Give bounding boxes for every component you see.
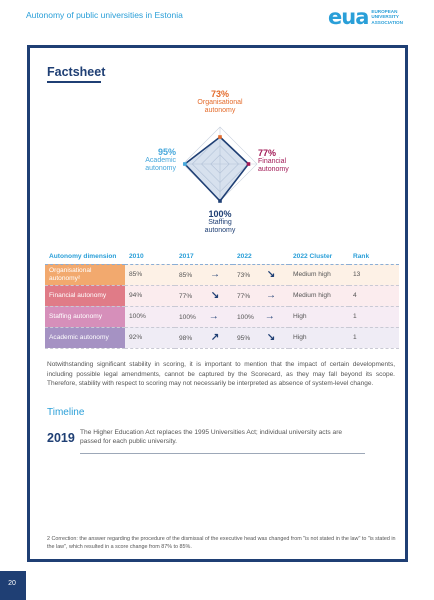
radar-value-staffing: 100%	[208, 209, 232, 219]
radar-label-academic	[126, 147, 176, 173]
trend-arrow-icon: →	[210, 269, 221, 280]
trend-arrow-icon: →	[266, 290, 277, 301]
column-header: Autonomy dimension	[45, 249, 125, 264]
trend-arrow-icon: →	[208, 311, 219, 322]
radar-label-financial	[258, 148, 318, 174]
value-2017: 77%	[179, 293, 193, 300]
trend-arrow-icon: ↘	[266, 269, 276, 280]
radar-axis-label: autonomy	[204, 227, 236, 234]
timeline-divider	[80, 453, 365, 454]
trend-arrow-icon: ↘	[266, 332, 276, 343]
cell-2022	[233, 264, 289, 285]
radar-point	[183, 162, 187, 166]
dimension-cell	[45, 285, 125, 306]
value-2022: 100%	[237, 314, 254, 321]
factsheet-frame	[27, 45, 408, 562]
column-header: 2022 Cluster	[289, 249, 349, 264]
radar-axis-label: Academic	[145, 157, 176, 164]
radar-axis-label: Financial	[258, 158, 287, 165]
dimension-name: Financial autonomy	[49, 291, 107, 299]
cell-2010: 94%	[125, 285, 175, 306]
radar-series-area	[185, 137, 249, 201]
radar-axis-label: Organisational	[197, 99, 243, 106]
table-row	[45, 285, 399, 306]
radar-value-academic: 95%	[157, 147, 176, 157]
cell-2022	[233, 306, 289, 327]
cell-cluster: High	[289, 327, 349, 348]
logo-text	[371, 9, 403, 25]
radar-label-organisational	[180, 89, 260, 115]
value-2017: 85%	[179, 272, 193, 279]
cell-cluster: Medium high	[289, 264, 349, 285]
cell-cluster: Medium high	[289, 285, 349, 306]
body-paragraph: Notwithstanding significant stability in scoring, it is important to mention that the impact of certain developments, including possible legal amendments, cannot be captured by the Scorecard, as they may fall beyond its scope. Therefore, stability with respect to scoring may not necessarily be interpreted as absence of system-level change.	[47, 361, 395, 387]
table-row	[45, 327, 399, 348]
column-header: 2017	[175, 249, 233, 264]
cell-2010: 92%	[125, 327, 175, 348]
dimension-cell	[45, 306, 125, 327]
cell-2022	[233, 327, 289, 348]
logo-mark: eua	[328, 5, 369, 29]
column-header: 2010	[125, 249, 175, 264]
radar-point	[218, 199, 222, 203]
footnote: 2 Correction: the answer regarding the procedure of the dismissal of the executive head was changed from "is not stated in the law" to "is stated in the law", which resulted in a score change from 87% to 85%.	[47, 536, 396, 550]
cell-2010: 85%	[125, 264, 175, 285]
value-2022: 77%	[237, 293, 251, 300]
page-number: 20	[8, 580, 16, 587]
document-title: Autonomy of public universities in Estonia	[26, 10, 183, 20]
radar-axis-label: autonomy	[258, 166, 289, 173]
radar-point	[247, 162, 251, 166]
radar-point	[218, 135, 222, 139]
cell-rank: 13	[349, 264, 399, 285]
trend-arrow-icon: ↗	[210, 332, 220, 343]
trend-arrow-icon: ↘	[210, 290, 220, 301]
value-2022: 95%	[237, 335, 251, 342]
autonomy-table	[45, 249, 399, 349]
cell-2010: 100%	[125, 306, 175, 327]
radar-axis-label: autonomy	[145, 165, 176, 172]
radar-label-staffing	[180, 209, 260, 235]
cell-rank: 1	[349, 306, 399, 327]
eua-logo	[328, 7, 403, 27]
trend-arrow-icon: →	[264, 311, 275, 322]
cell-2017	[175, 285, 233, 306]
logo-line: ASSOCIATION	[371, 19, 403, 25]
value-2022: 73%	[237, 272, 251, 279]
dimension-cell	[45, 264, 125, 285]
cell-cluster: High	[289, 306, 349, 327]
dimension-name: Staffing autonomy	[49, 312, 103, 320]
cell-2022	[233, 285, 289, 306]
column-header: Rank	[349, 249, 399, 264]
radar-axis-label: Staffing	[208, 219, 232, 226]
timeline-event-text: The Higher Education Act replaces the 1995 Universities Act; individual university acts are passed for each public university.	[80, 429, 343, 445]
value-2017: 98%	[179, 335, 193, 342]
radar-axis-label: autonomy	[204, 107, 236, 114]
logo-line: UNIVERSITY	[371, 14, 399, 20]
cell-rank: 4	[349, 285, 399, 306]
table-row	[45, 306, 399, 327]
radar-value-organisational: 73%	[210, 89, 229, 99]
timeline-heading: Timeline	[47, 407, 85, 418]
timeline-year: 2019	[47, 431, 75, 445]
value-2017: 100%	[179, 314, 196, 321]
factsheet-title: Factsheet	[47, 65, 106, 79]
dimension-name: Organisational autonomy²	[49, 266, 92, 282]
dimension-name: Academic autonomy	[49, 333, 109, 341]
cell-2017	[175, 306, 233, 327]
cell-2017	[175, 327, 233, 348]
table-header-row	[45, 249, 399, 264]
table-row	[45, 264, 399, 285]
logo-line: EUROPEAN	[371, 9, 398, 15]
cell-rank: 1	[349, 327, 399, 348]
column-header: 2022	[233, 249, 289, 264]
cell-2017	[175, 264, 233, 285]
dimension-cell	[45, 327, 125, 348]
radar-value-financial: 77%	[258, 148, 277, 158]
